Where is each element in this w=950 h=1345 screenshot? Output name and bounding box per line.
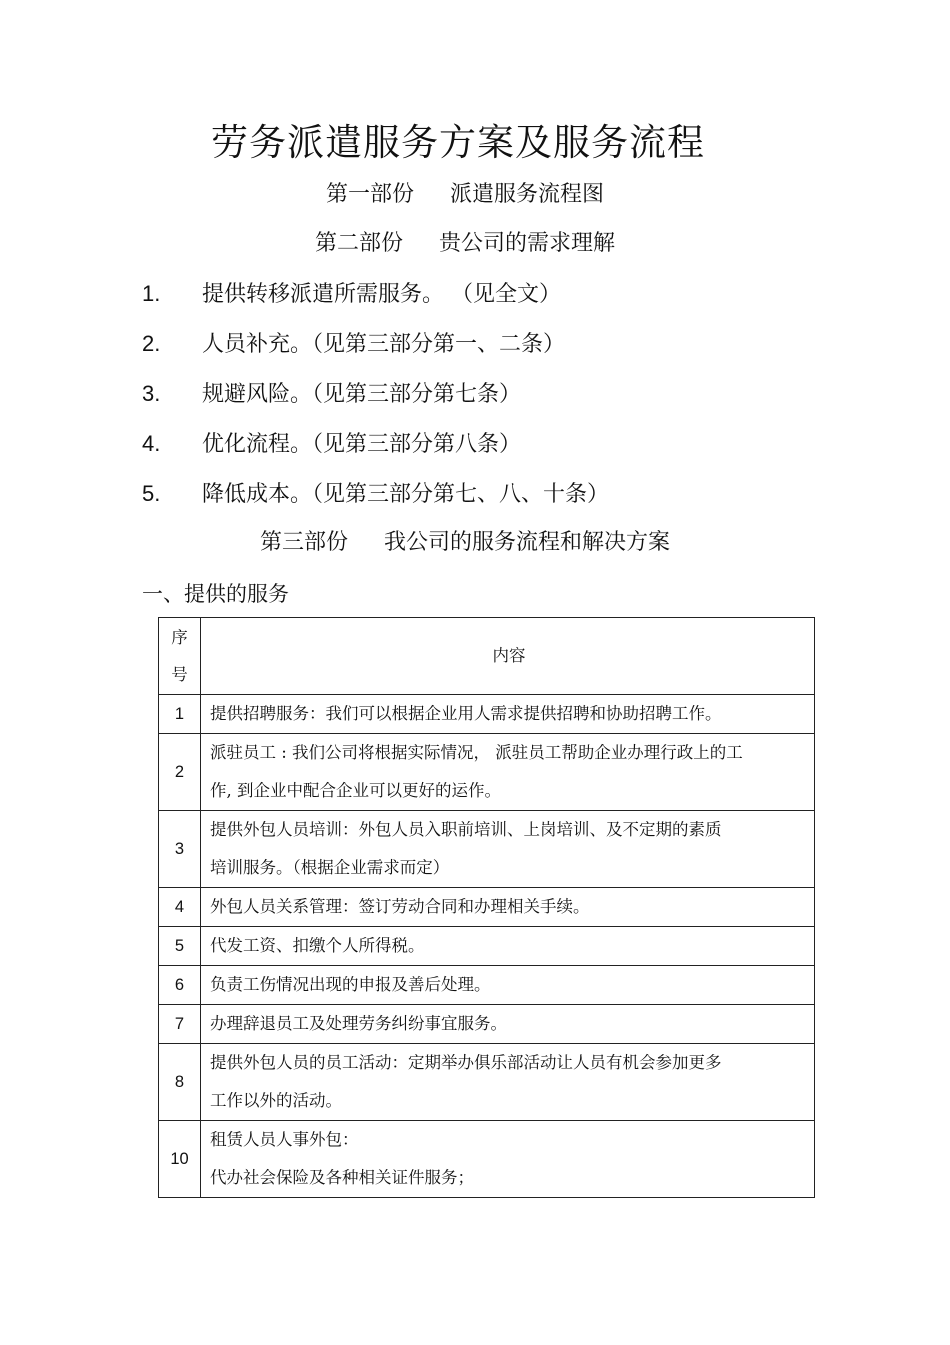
row-content-line: 代办社会保险及各种相关证件服务； — [210, 1168, 474, 1187]
table-row — [159, 927, 815, 966]
part2-heading — [0, 229, 930, 259]
row-content — [201, 695, 815, 734]
row-number: 10 — [159, 1121, 201, 1198]
list-item-text: 优化流程。（见第三部分第八条） — [202, 432, 522, 457]
row-content-line: 工作以外的活动。 — [210, 1091, 342, 1110]
document-title: 劳务派遣服务方案及服务流程 — [211, 121, 705, 164]
row-content — [201, 1044, 815, 1121]
part3-label: 第三部份 — [259, 530, 348, 555]
row-content-line: 提供外包人员的员工活动：定期举办俱乐部活动让人员有机会参加更多 — [210, 1053, 722, 1072]
list-item — [142, 328, 609, 378]
services-table — [158, 617, 815, 1198]
part2-text: 贵公司的需求理解 — [439, 231, 616, 256]
table-row — [159, 734, 815, 811]
list-item — [142, 478, 609, 528]
section-heading: 一、提供的服务 — [142, 582, 289, 606]
row-content-line: 外包人员关系管理：签订劳动合同和办理相关手续。 — [210, 897, 590, 916]
row-content-line: 负责工伤情况出现的申报及善后处理。 — [210, 975, 491, 994]
table-row — [159, 1044, 815, 1121]
list-item-text: 提供转移派遣所需服务。 （见全文） — [202, 282, 561, 307]
row-content-line: 办理辞退员工及处理劳务纠纷事宜服务。 — [210, 1014, 507, 1033]
row-content-line: 租赁人员人事外包： — [210, 1130, 359, 1149]
row-content — [201, 966, 815, 1005]
row-content — [201, 888, 815, 927]
header-content-cell: 内容 — [201, 618, 815, 695]
row-content — [201, 1005, 815, 1044]
list-item-text: 降低成本。（见第三部分第七、八、十条） — [202, 482, 610, 507]
list-item-number: 1. — [142, 281, 161, 306]
list-item-number: 3. — [142, 381, 161, 406]
row-number: 6 — [159, 966, 201, 1005]
list-item-text: 规避风险。（见第三部分第七条） — [202, 382, 522, 407]
part1-label: 第一部份 — [325, 182, 414, 207]
row-number: 2 — [159, 734, 201, 811]
row-number: 8 — [159, 1044, 201, 1121]
table-row — [159, 1005, 815, 1044]
table-row — [159, 811, 815, 888]
list-item — [142, 428, 609, 478]
row-content — [201, 734, 815, 811]
list-item-number: 4. — [142, 431, 161, 456]
row-content — [201, 811, 815, 888]
row-content-line: 提供外包人员培训：外包人员入职前培训、上岗培训、及不定期的素质 — [210, 820, 722, 839]
header-number-cell — [159, 618, 201, 695]
row-number: 3 — [159, 811, 201, 888]
table-row — [159, 888, 815, 927]
row-content — [201, 1121, 815, 1198]
table-row — [159, 1121, 815, 1198]
part1-text: 派遣服务流程图 — [450, 182, 605, 207]
header-number-line: 序 — [171, 628, 188, 647]
table-header-row — [159, 618, 815, 695]
part3-heading — [0, 528, 930, 558]
row-content-line: 代发工资、扣缴个人所得税。 — [210, 936, 425, 955]
row-content-line: 作, 到企业中配合企业可以更好的运作。 — [210, 781, 501, 800]
row-number: 1 — [159, 695, 201, 734]
row-number: 4 — [159, 888, 201, 927]
row-content-line: 提供招聘服务：我们可以根据企业用人需求提供招聘和协助招聘工作。 — [210, 704, 722, 723]
list-item-number: 5. — [142, 481, 161, 506]
row-content-line: 派驻员工 : 我们公司将根据实际情况， 派驻员工帮助企业办理行政上的工 — [210, 743, 743, 762]
row-number: 7 — [159, 1005, 201, 1044]
table-row — [159, 966, 815, 1005]
header-number-line: 号 — [171, 665, 188, 684]
row-content — [201, 927, 815, 966]
list-item — [142, 378, 609, 428]
part1-heading — [0, 180, 930, 210]
row-content-line: 培训服务。（根据企业需求而定） — [210, 858, 450, 877]
needs-list — [142, 278, 609, 528]
table-row — [159, 695, 815, 734]
row-number: 5 — [159, 927, 201, 966]
list-item — [142, 278, 609, 328]
part2-label: 第二部份 — [314, 231, 403, 256]
part3-text: 我公司的服务流程和解决方案 — [384, 530, 671, 555]
list-item-text: 人员补充。（见第三部分第一、二条） — [202, 332, 566, 357]
list-item-number: 2. — [142, 331, 161, 356]
